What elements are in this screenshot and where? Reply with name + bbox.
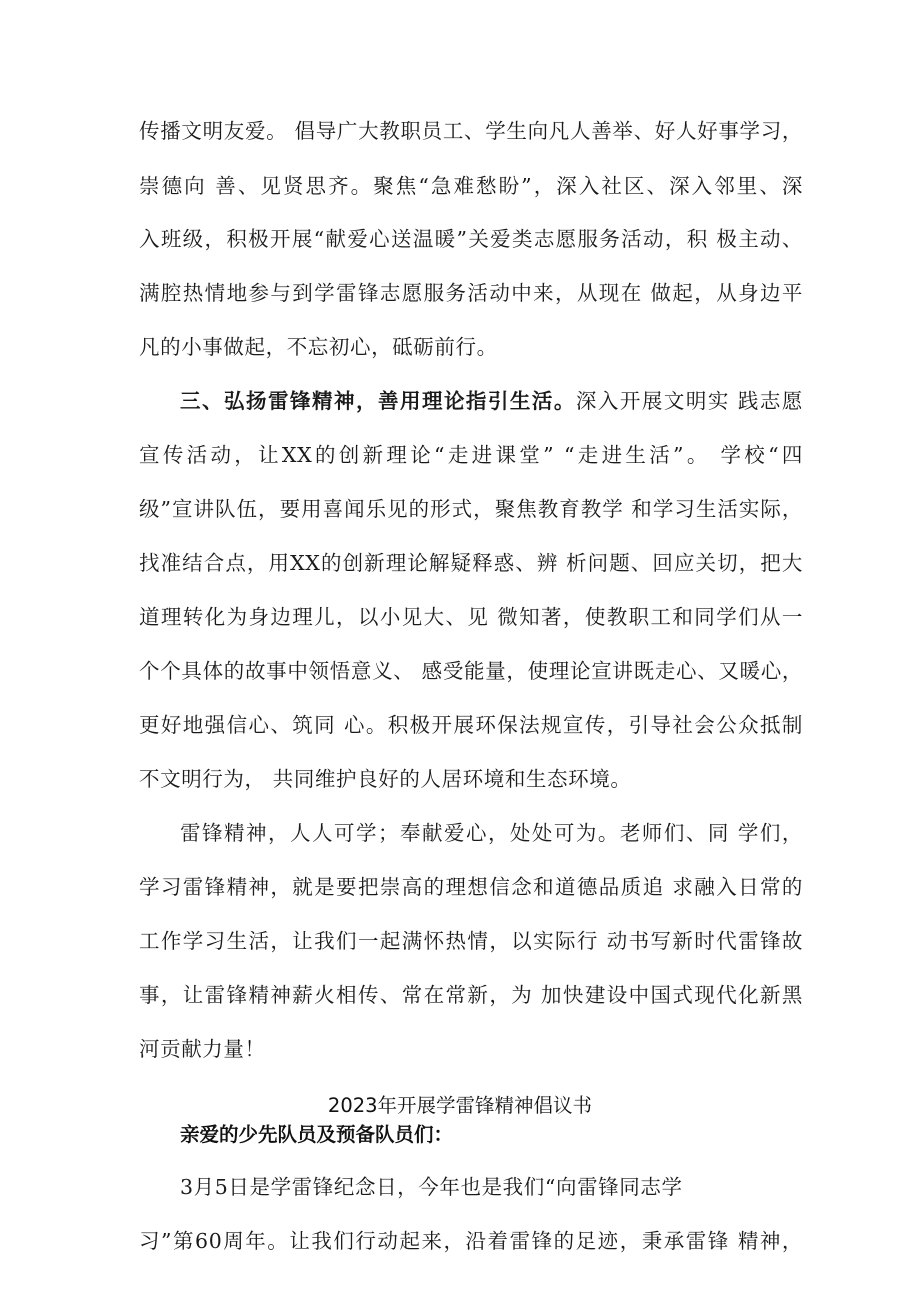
section-three-first-line-text: 深入开展文明实 践志愿 xyxy=(575,389,803,413)
paragraph-line: 道理转化为身边理儿，以小见大、见 微知著，使教职工和同学们从一 xyxy=(139,605,803,629)
paragraph-line: 河贡献力量！ xyxy=(139,1037,266,1061)
paragraph-line: 习”第60周年。让我们行动起来，沿着雷锋的足迹，秉承雷锋 精神， xyxy=(139,1229,803,1253)
paragraph-line: 传播文明友爱。 倡导广大教职员工、学生向凡人善举、好人好事学习， xyxy=(139,119,803,143)
paragraph-line: 雷锋精神，人人可学；奉献爱心，处处可为。老师们、同 学们， xyxy=(180,821,803,845)
salutation: 亲爱的少先队员及预备队员们： xyxy=(180,1123,454,1146)
paragraph-line: 宣传活动，让XX的创新理论“走进课堂” “走进生活”。 学校“四 xyxy=(139,443,803,467)
paragraph-line: 凡的小事做起，不忘初心，砥砺前行。 xyxy=(139,335,498,359)
paragraph-line: 级”宣讲队伍，要用喜闻乐见的形式，聚焦教育教学 和学习生活实际， xyxy=(139,497,803,521)
section-three-first-line xyxy=(180,387,803,415)
paragraph-line: 更好地强信心、筑同 心。积极开展环保法规宣传，引导社会公众抵制 xyxy=(139,713,803,737)
paragraph-line: 工作学习生活，让我们一起满怀热情，以实际行 动书写新时代雷锋故 xyxy=(139,929,803,953)
document-title: 2023年开展学雷锋精神倡议书 xyxy=(327,1094,593,1117)
paragraph-line: 学习雷锋精神，就是要把崇高的理想信念和道德品质追 求融入日常的 xyxy=(139,875,803,899)
paragraph-line: 不文明行为， 共同维护良好的人居环境和生态环境。 xyxy=(139,767,632,791)
paragraph-line: 满腔热情地参与到学雷锋志愿服务活动中来，从现在 做起，从身边平 xyxy=(139,281,803,305)
paragraph-line: 入班级，积极开展“献爱心送温暖”关爱类志愿服务活动，积 极主动、 xyxy=(139,227,803,251)
paragraph-line: 3月5日是学雷锋纪念日，今年也是我们“向雷锋同志学 xyxy=(180,1175,683,1199)
paragraph-line: 事，让雷锋精神薪火相传、常在常新，为 加快建设中国式现代化新黑 xyxy=(139,983,803,1007)
paragraph-line: 找准结合点，用XX的创新理论解疑释惑、辨 析问题、回应关切，把大 xyxy=(139,551,803,575)
paragraph-line: 个个具体的故事中领悟意义、 感受能量，使理论宣讲既走心、又暖心， xyxy=(139,659,803,683)
paragraph-line: 崇德向 善、见贤思齐。聚焦“急难愁盼”，深入社区、深入邻里、深 xyxy=(139,174,803,198)
section-three-heading: 三、弘扬雷锋精神，善用理论指引生活。 xyxy=(180,389,576,413)
